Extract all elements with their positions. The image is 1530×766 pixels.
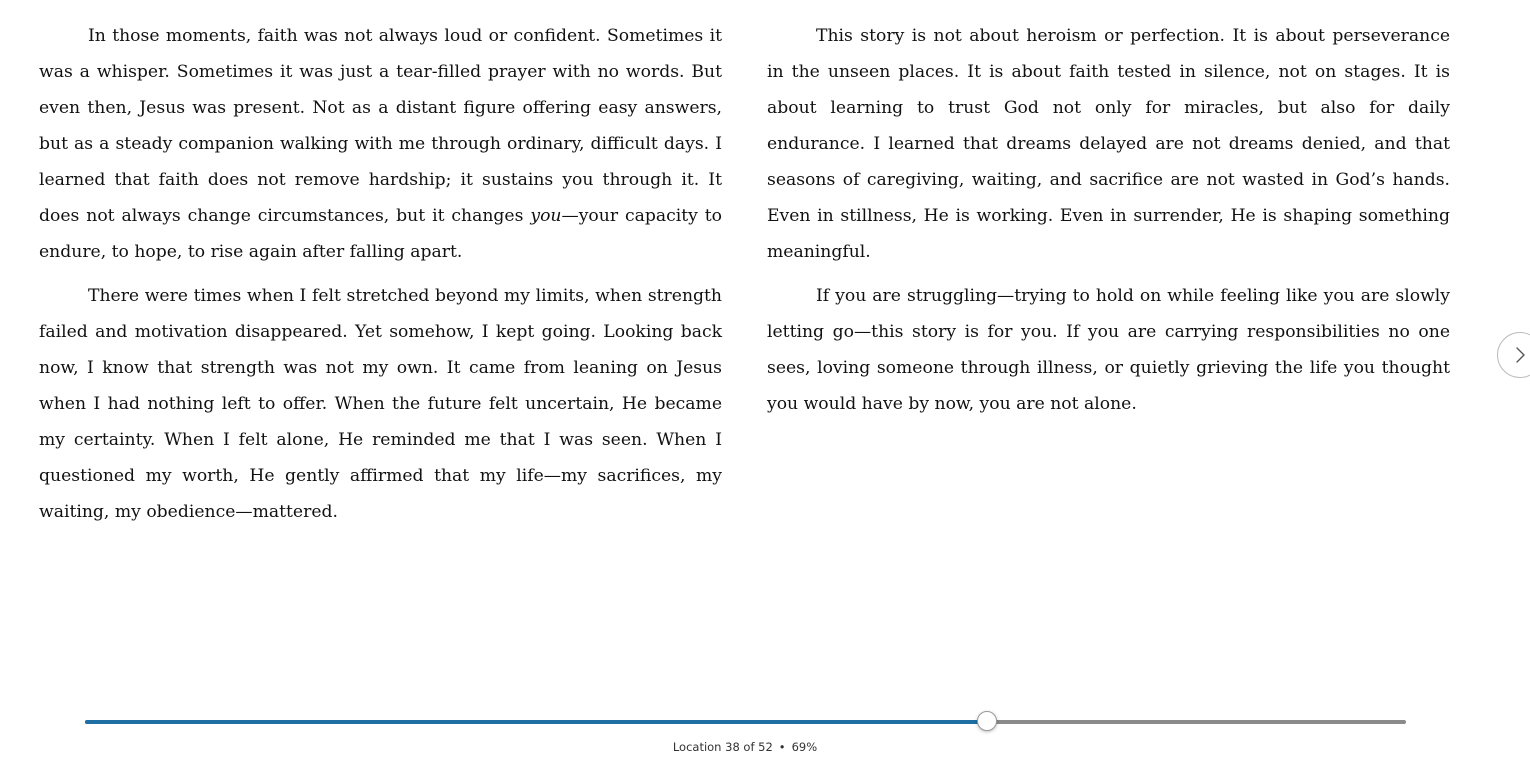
emphasis-text: you (530, 206, 562, 226)
location-text: Location 38 of 52 (672, 740, 773, 754)
paragraph: If you are struggling—trying to hold on while feeling like you are slowly letting go—this story is for you. If you are carrying responsibilities no one sees, loving someone through illness, or quietly grieving the life you thought you would have by now, you are not alone. (767, 286, 1450, 414)
paragraph: There were times when I felt stretched beyond my limits, when strength failed and motivation disappeared. Yet somehow, I kept going. Looking back now, I know that strength was not my own. It came from leaning on Jesus when I had nothing left to offer. When the future felt uncertain, He became my certainty. When I felt alone, He reminded me that I was seen. When I questioned my worth, He gently affirmed that my life—my sacrifices, my waiting, my obedience—mattered. (39, 286, 722, 522)
progress-slider[interactable] (85, 720, 1406, 724)
chevron-right-icon (1511, 346, 1529, 364)
paragraph-text: In those moments, faith was not always loud or confident. Sometimes it was a whisper. Sometimes it was just a tear-filled prayer with no words. But even then, Jesus was present. Not as a distant figure offering easy answers, but as a steady companion walking with me through ordinary, difficult days. I learned that faith does not remove hardship; it sustains you through it. It does not always change circumstances, but it changes (39, 26, 722, 226)
progress-thumb[interactable] (977, 711, 997, 731)
paragraph: This story is not about heroism or perfection. It is about perseverance in the unseen places. It is about faith tested in silence, not on stages. It is about learning to trust God not only for miracles, but also for daily endurance. I learned that dreams delayed are not dreams denied, and that seasons of caregiving, waiting, and sacrifice are not wasted in God’s hands. Even in stillness, He is working. Even in surrender, He is shaping something meaningful. (767, 26, 1450, 262)
paragraph-text-tail: —your capacity to endure, to hope, to rise again after falling apart. (39, 206, 723, 262)
location-indicator (0, 740, 1490, 754)
right-page (767, 18, 1450, 430)
percent-text: 69% (791, 740, 818, 754)
paragraph (39, 18, 722, 270)
separator-dot: • (778, 740, 786, 754)
left-page (39, 18, 722, 538)
next-page-button[interactable] (1497, 332, 1530, 378)
progress-fill (85, 720, 987, 724)
